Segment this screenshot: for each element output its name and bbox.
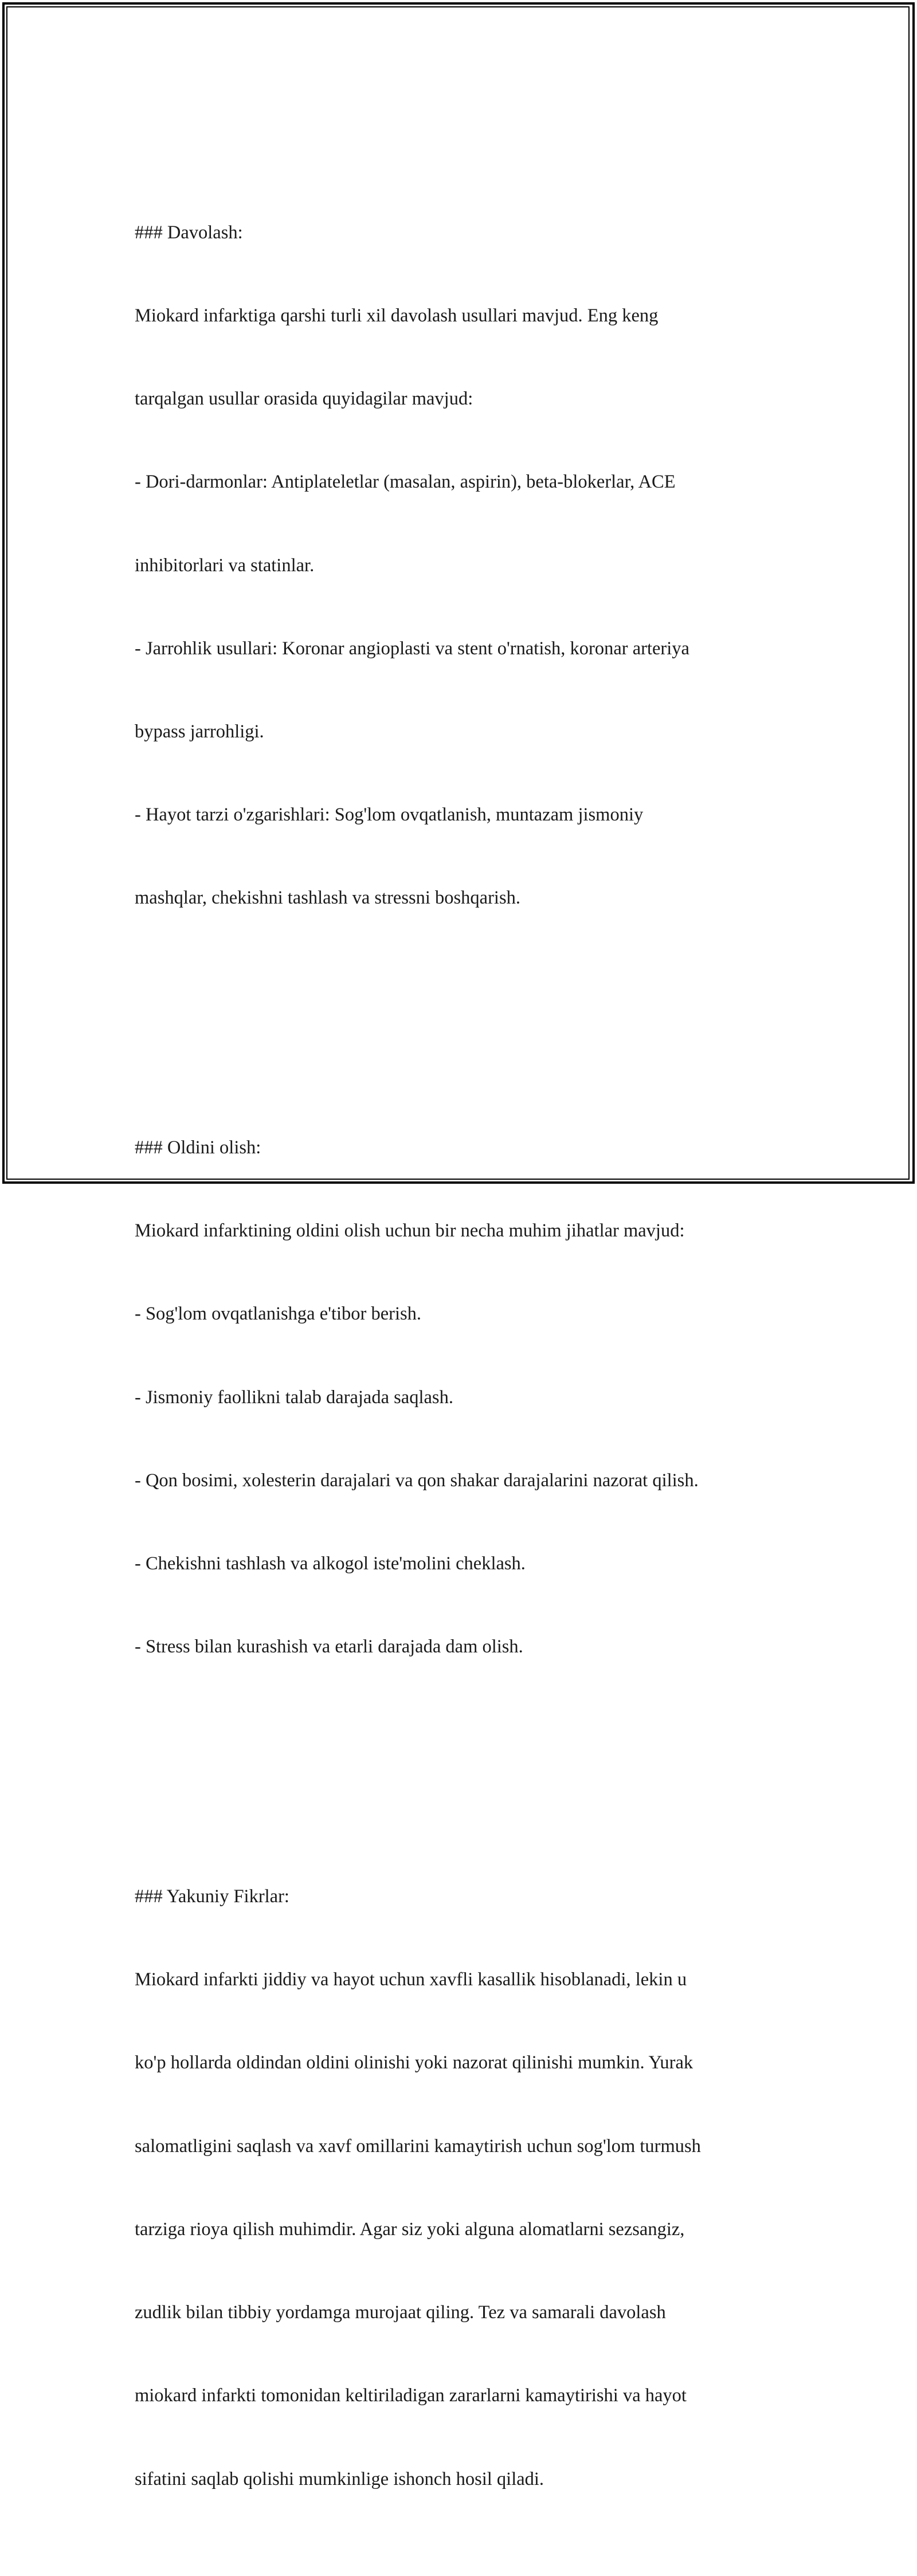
text-line: - Stress bilan kurashish va etarli darajada dam olish. (135, 1636, 523, 1658)
document-body (135, 108, 800, 2576)
text-line: Miokard infarktining oldini olish uchun bir necha muhim jihatlar mavjud: (135, 1220, 685, 1242)
text-line: - Jarrohlik usullari: Koronar angioplasti va stent o'rnatish, koronar arteriya (135, 638, 689, 659)
text-line: inhibitorlari va statinlar. (135, 555, 315, 576)
text-line: - Sog'lom ovqatlanishga e'tibor berish. (135, 1303, 422, 1325)
section-oldini-olish (135, 1078, 800, 1716)
section-yakuniy-fikrlar (135, 1827, 800, 2548)
text-line: zudlik bilan tibbiy yordamga murojaat qiling. Tez va samarali davolash (135, 2302, 666, 2323)
text-line: tarqalgan usullar orasida quyidagilar mavjud: (135, 388, 473, 410)
text-line: salomatligini saqlash va xavf omillarini kamaytirish uchun sog'lom turmush (135, 2135, 701, 2157)
text-line: - Dori-darmonlar: Antiplateletlar (masalan, aspirin), beta-blokerlar, ACE (135, 472, 676, 493)
text-line: mashqlar, chekishni tashlash va stressni boshqarish. (135, 888, 520, 909)
text-line: - Jismoniy faollikni talab darajada saqlash. (135, 1387, 453, 1408)
text-line: tarziga rioya qilish muhimdir. Agar siz yoki alguna alomatlarni sezsangiz, (135, 2218, 685, 2240)
text-line: - Qon bosimi, xolesterin darajalari va qon shakar darajalarini nazorat qilish. (135, 1470, 699, 1491)
section-heading: ### Oldini olish: (135, 1137, 261, 1159)
section-heading: ### Yakuniy Fikrlar: (135, 1886, 289, 1907)
text-line: - Hayot tarzi o'zgarishlari: Sog'lom ovqatlanish, muntazam jismoniy (135, 804, 644, 826)
text-line: - Chekishni tashlash va alkogol iste'molini cheklash. (135, 1553, 526, 1574)
text-line: bypass jarrohligi. (135, 721, 264, 742)
section-davolash (135, 163, 800, 968)
section-heading: ### Davolash: (135, 222, 243, 243)
text-line: ko'p hollarda oldindan oldini olinishi yoki nazorat qilinishi mumkin. Yurak (135, 2052, 693, 2074)
text-line: Miokard infarkti jiddiy va hayot uchun xavfli kasallik hisoblanadi, lekin u (135, 1969, 687, 1990)
text-line: miokard infarkti tomonidan keltiriladigan zararlarni kamaytirishi va hayot (135, 2385, 687, 2406)
text-line: sifatini saqlab qolishi mumkinlige ishonch hosil qiladi. (135, 2468, 544, 2489)
text-line: Miokard infarktiga qarshi turli xil davolash usullari mavjud. Eng keng (135, 305, 659, 326)
